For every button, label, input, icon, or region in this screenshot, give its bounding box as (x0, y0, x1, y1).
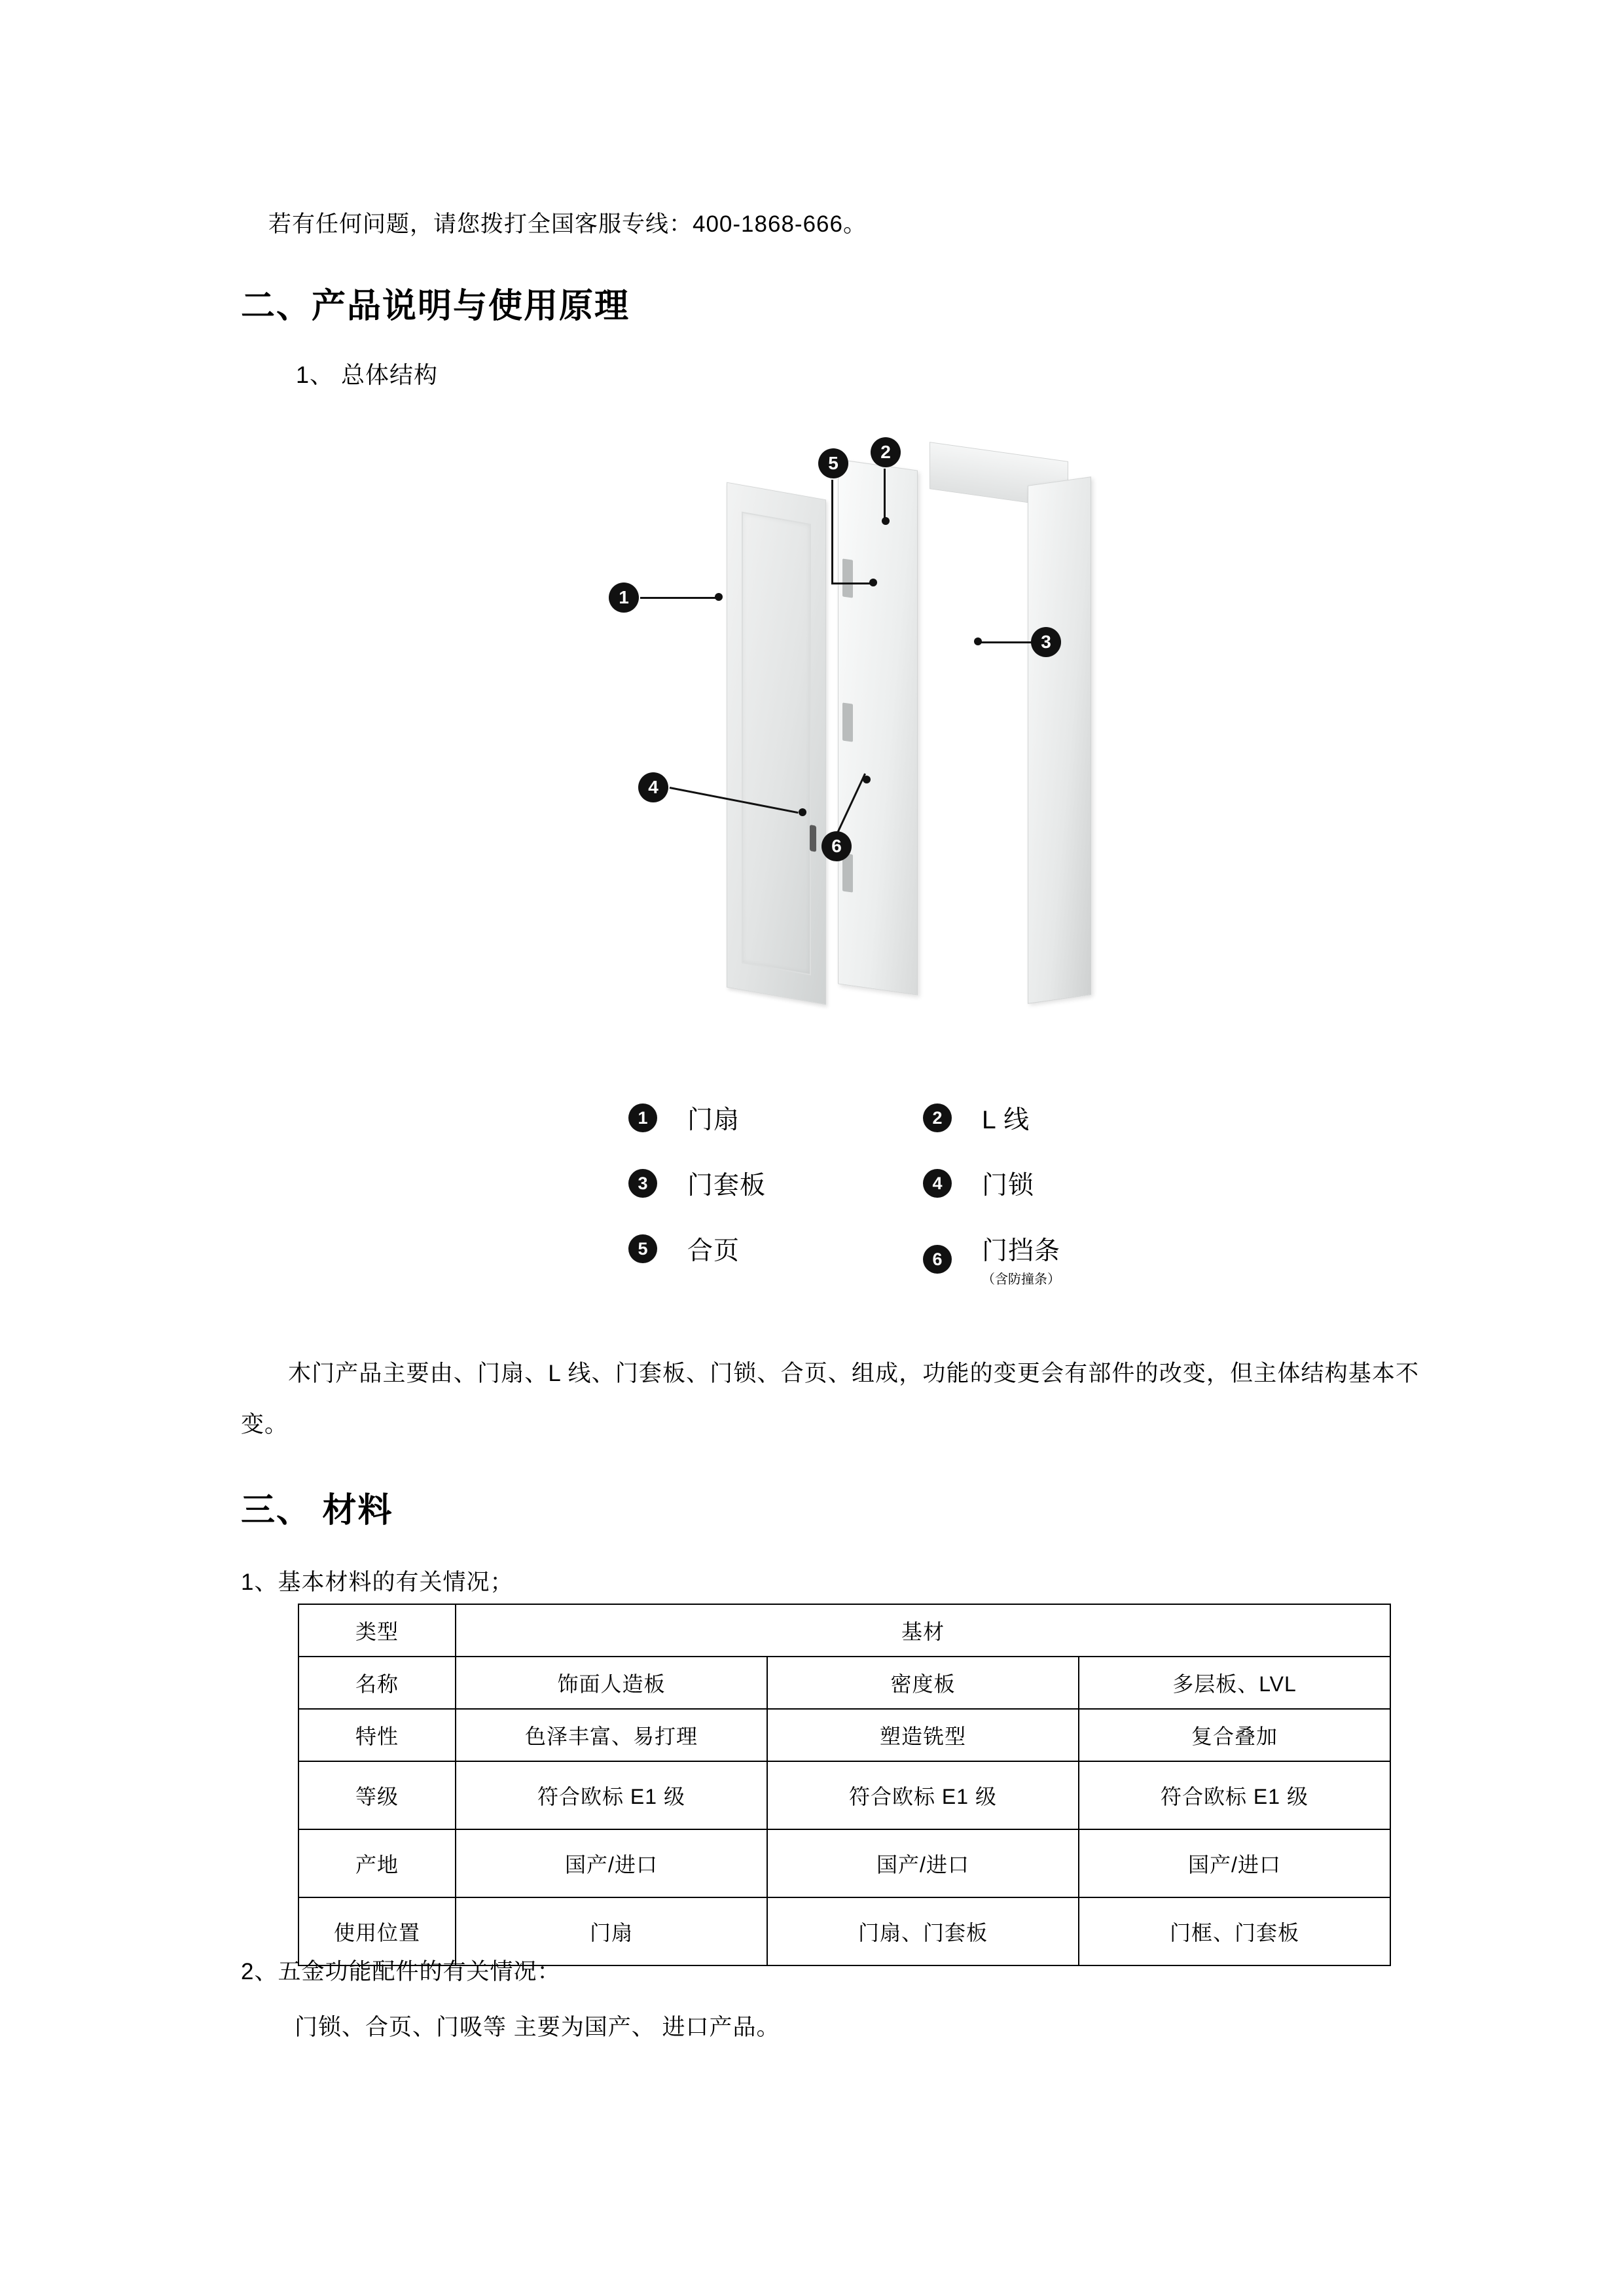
table-cell: 国产/进口 (456, 1829, 767, 1897)
callout-dot-4 (799, 808, 806, 816)
callout-dot-1 (715, 593, 723, 601)
table-cell-label: 使用位置 (298, 1897, 456, 1965)
legend-marker-3: 3 (628, 1169, 657, 1198)
legend-label-4: 门锁 (982, 1172, 1035, 1200)
legend-label-6-sub: （含防撞条） (982, 1272, 1060, 1287)
callout-dot-5 (869, 579, 877, 586)
callout-marker-3: 3 (1031, 627, 1061, 657)
legend-label-2: L 线 (982, 1106, 1030, 1134)
callout-leader-5b (833, 583, 874, 584)
table-cell: 塑造铣型 (767, 1709, 1079, 1761)
table-row (298, 1604, 1390, 1657)
intro-line: 若有任何问题，请您拨打全国客服专线：400-1868-666。 (268, 211, 867, 237)
callout-marker-5: 5 (818, 448, 848, 478)
table-cell: 多层板、LVL (1079, 1657, 1390, 1709)
heading-product-description: 二、产品说明与使用原理 (241, 287, 630, 325)
legend-item-6 (923, 1230, 1060, 1287)
heading-material: 三、 材料 (241, 1492, 393, 1530)
legend-label-6 (982, 1230, 1060, 1287)
legend-marker-1: 1 (628, 1103, 657, 1132)
legend-label-1: 门扇 (687, 1106, 740, 1134)
callout-dot-3 (974, 637, 982, 645)
hinge-graphic (842, 558, 853, 598)
callout-marker-2: 2 (871, 437, 901, 467)
table-cell: 符合欧标 E1 级 (1079, 1761, 1390, 1829)
callout-marker-1: 1 (609, 583, 639, 613)
table-cell: 密度板 (767, 1657, 1079, 1709)
subheading-overall-structure: 1、 总体结构 (296, 361, 439, 388)
door-structure-illustration (602, 419, 1362, 1126)
table-cell: 门扇、门套板 (767, 1897, 1079, 1965)
table-cell-label: 名称 (298, 1657, 456, 1709)
callout-leader-1 (640, 597, 719, 599)
material-table (298, 1604, 1391, 1966)
legend-marker-4: 4 (923, 1169, 952, 1198)
legend-label-6-main: 门挡条 (982, 1237, 1061, 1265)
table-row (298, 1897, 1390, 1965)
hinge-graphic (842, 702, 853, 742)
table-row (298, 1657, 1390, 1709)
legend-item-2 (923, 1100, 1030, 1136)
legend-marker-5: 5 (628, 1234, 657, 1263)
callout-leader-5 (831, 480, 833, 584)
legend-item-4 (923, 1165, 1034, 1202)
legend-marker-6: 6 (923, 1245, 952, 1274)
line-hardware-detail: 门锁、合页、门吸等 主要为国产、 进口产品。 (295, 2015, 780, 2040)
line-hardware: 2、五金功能配件的有关情况： (241, 1959, 561, 1984)
table-cell: 符合欧标 E1 级 (456, 1761, 767, 1829)
table-cell: 饰面人造板 (456, 1657, 767, 1709)
table-cell: 门框、门套板 (1079, 1897, 1390, 1965)
legend-item-1 (628, 1100, 740, 1136)
table-row (298, 1709, 1390, 1761)
legend-row (628, 1165, 1218, 1230)
table-cell: 国产/进口 (1079, 1829, 1390, 1897)
table-row (298, 1761, 1390, 1829)
callout-leader-2 (884, 469, 886, 520)
door-handle-graphic (810, 825, 816, 852)
line-basic-material: 1、基本材料的有关情况； (241, 1570, 514, 1595)
door-leaf-graphic (727, 482, 826, 1005)
callout-leader-3 (981, 641, 1032, 643)
table-cell-merged: 基材 (456, 1604, 1390, 1657)
table-cell: 门扇 (456, 1897, 767, 1965)
table-cell: 复合叠加 (1079, 1709, 1390, 1761)
table-cell: 色泽丰富、易打理 (456, 1709, 767, 1761)
legend-label-5: 合页 (687, 1237, 740, 1265)
table-row (298, 1829, 1390, 1897)
table-cell: 国产/进口 (767, 1829, 1079, 1897)
legend-item-3 (628, 1165, 766, 1202)
paragraph-main: 木门产品主要由、门扇、L 线、门套板、门锁、合页、组成，功能的变更会有部件的改变，但主体结构基本不变。 (241, 1361, 1419, 1437)
door-jamb-graphic (1028, 476, 1091, 1004)
legend-label-3: 门套板 (687, 1172, 767, 1200)
door-slab-graphic (838, 459, 918, 995)
legend-item-5 (628, 1230, 740, 1267)
callout-dot-6 (863, 776, 871, 783)
table-cell-label: 产地 (298, 1829, 456, 1897)
table-cell: 符合欧标 E1 级 (767, 1761, 1079, 1829)
callout-dot-2 (882, 517, 890, 525)
callout-marker-6: 6 (821, 831, 852, 861)
legend-marker-2: 2 (923, 1103, 952, 1132)
callout-marker-4: 4 (638, 772, 668, 802)
door-panel-inset (742, 512, 811, 976)
table-cell-label: 特性 (298, 1709, 456, 1761)
table-cell-label: 类型 (298, 1604, 456, 1657)
table-cell-label: 等级 (298, 1761, 456, 1829)
legend-row (628, 1230, 1218, 1296)
legend-row (628, 1100, 1218, 1165)
diagram-legend (628, 1100, 1218, 1296)
